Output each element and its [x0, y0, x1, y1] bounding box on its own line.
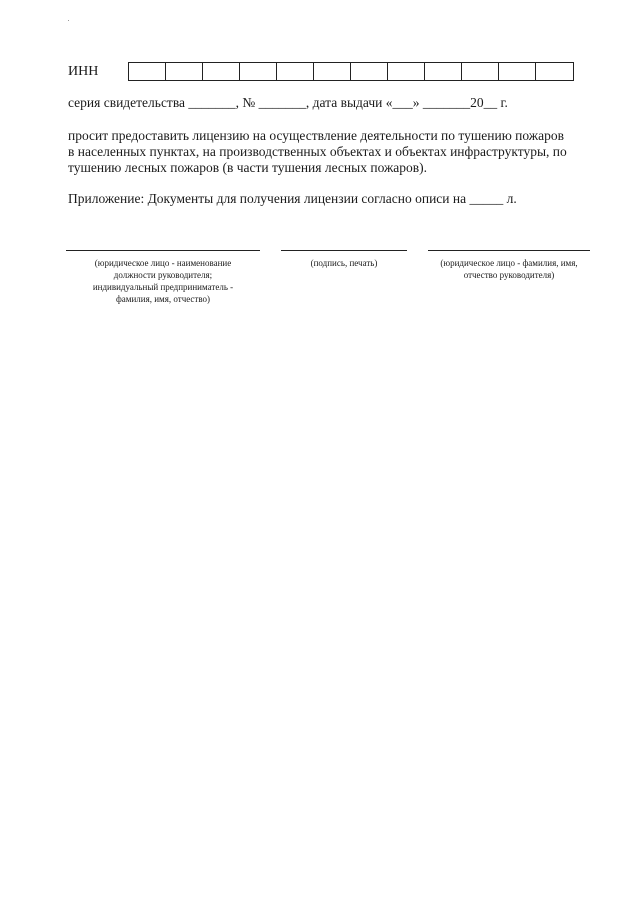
caption-line: (юридическое лицо - фамилия, имя,: [440, 258, 578, 268]
inn-digit-box[interactable]: [425, 63, 462, 80]
inn-label: ИНН: [68, 64, 99, 79]
signature-caption: [281, 257, 407, 269]
inn-digit-box[interactable]: [166, 63, 203, 80]
caption-line: отчество руководителя): [463, 270, 555, 280]
caption-line: фамилия, имя, отчество): [115, 294, 211, 304]
signature-line[interactable]: [428, 250, 590, 251]
inn-digit-box[interactable]: [351, 63, 388, 80]
caption-line: (подпись, печать): [310, 258, 378, 268]
signature-caption: [66, 257, 260, 305]
signature-line[interactable]: [66, 250, 260, 251]
inn-digit-box[interactable]: [499, 63, 536, 80]
caption-line: должности руководителя;: [113, 270, 213, 280]
signature-block-position: [66, 250, 260, 305]
signature-block-name: [428, 250, 590, 281]
attachment-line: Приложение: Документы для получения лицензии согласно описи на _____ л.: [68, 191, 517, 206]
caption-line: (юридическое лицо - наименование: [94, 258, 232, 268]
signature-caption: [428, 257, 590, 281]
inn-digit-boxes[interactable]: [128, 62, 574, 81]
inn-digit-box[interactable]: [203, 63, 240, 80]
certificate-line: серия свидетельства _______, № _______, дата выдачи «___» _______20__ г.: [68, 95, 508, 110]
inn-digit-box[interactable]: [536, 63, 573, 80]
request-paragraph-line: в населенных пунктах, на производственных объектах и объектах инфраструктуры, по: [68, 144, 567, 159]
signature-line[interactable]: [281, 250, 407, 251]
request-paragraph-line: просит предоставить лицензию на осуществление деятельности по тушению пожаров: [68, 128, 564, 143]
request-paragraph-line: тушению лесных пожаров (в части тушения лесных пожаров).: [68, 160, 428, 175]
inn-digit-box[interactable]: [314, 63, 351, 80]
signature-block-sign: [281, 250, 407, 269]
request-paragraph: [68, 128, 588, 176]
inn-row: [68, 60, 126, 84]
inn-digit-box[interactable]: [388, 63, 425, 80]
inn-digit-box[interactable]: [462, 63, 499, 80]
inn-digit-box[interactable]: [240, 63, 277, 80]
caption-line: индивидуальный предприниматель -: [92, 282, 234, 292]
inn-digit-box[interactable]: [277, 63, 314, 80]
inn-digit-box[interactable]: [129, 63, 166, 80]
page-speck: [68, 20, 69, 21]
